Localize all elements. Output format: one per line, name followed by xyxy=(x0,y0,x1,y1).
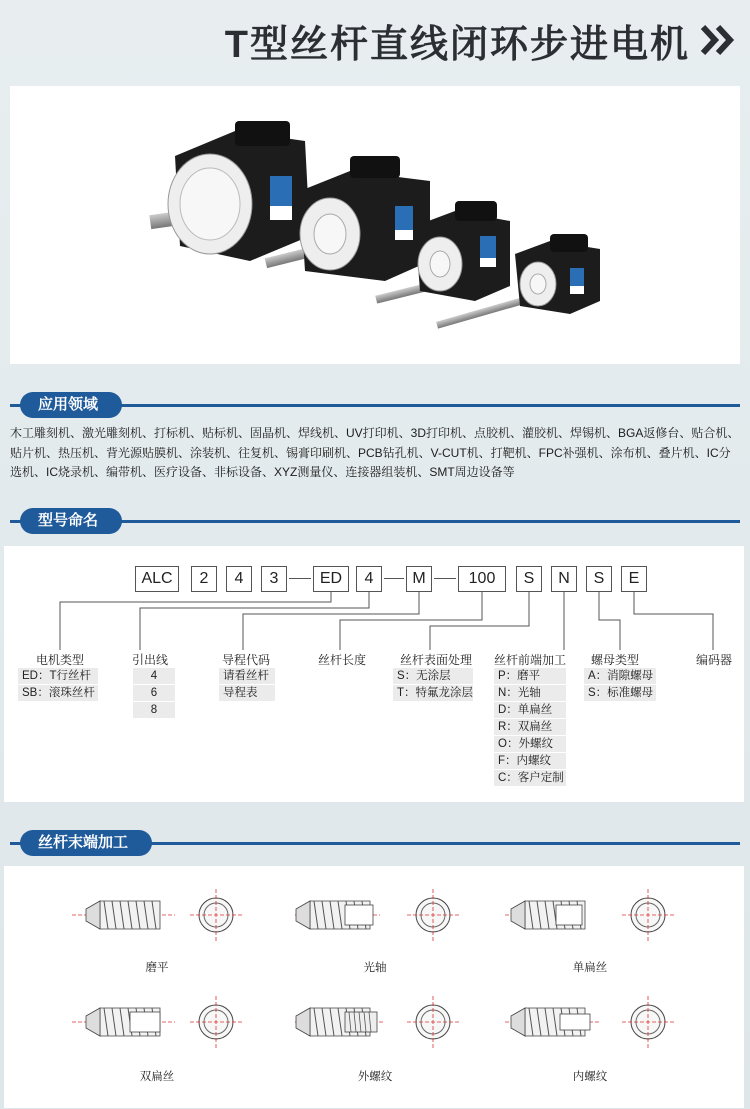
column-title-lead-wires: 引出线 xyxy=(132,653,169,667)
option-item: C：客户定制 xyxy=(494,770,566,786)
diagram-ground-flat xyxy=(72,889,242,941)
code-box-length: 100 xyxy=(458,566,506,592)
page-title: T型丝杆直线闭环步进电机 xyxy=(224,23,690,66)
code-box-series: ALC xyxy=(135,566,179,592)
code-box-frame: 3 xyxy=(261,566,287,592)
section-title: 丝杆末端加工 xyxy=(20,830,152,856)
option-item: 6 xyxy=(133,685,175,701)
option-item: R：双扁丝 xyxy=(494,719,566,735)
processing-label: 单扁丝 xyxy=(572,962,608,974)
option-item: F：内螺纹 xyxy=(494,753,566,769)
option-item: P：磨平 xyxy=(494,668,566,684)
column-title-front-end: 丝杆前端加工 xyxy=(494,653,567,667)
diagram-smooth-shaft xyxy=(295,889,459,941)
diagram-single-flat xyxy=(505,889,674,941)
option-item: A：消隙螺母 xyxy=(584,668,656,684)
processing-label: 外螺纹 xyxy=(357,1071,393,1083)
processing-label: 内螺纹 xyxy=(572,1071,608,1083)
processing-label: 磨平 xyxy=(145,962,169,974)
column-title-encoder: 编码器 xyxy=(696,653,733,667)
option-item: 导程表 xyxy=(219,685,275,701)
option-item: S：标准螺母 xyxy=(584,685,656,701)
code-box-front-end: N xyxy=(551,566,577,592)
processing-label: 双扁丝 xyxy=(139,1071,175,1083)
option-item: S：无涂层 xyxy=(393,668,473,684)
code-box-encoder: E xyxy=(621,566,647,592)
code-box-lead-wires: 4 xyxy=(356,566,382,592)
diagram-double-flat xyxy=(72,996,242,1048)
option-item: 8 xyxy=(133,702,175,718)
diagram-external-thread xyxy=(295,996,459,1048)
column-title-surface: 丝杆表面处理 xyxy=(400,653,473,667)
diagram-internal-thread xyxy=(505,996,674,1048)
option-item: 请看丝杆 xyxy=(219,668,275,684)
column-title-motor-type: 电机类型 xyxy=(36,653,85,667)
option-item: N：光轴 xyxy=(494,685,566,701)
code-box-motor-type: ED xyxy=(313,566,349,592)
applications-text: 木工雕刻机、激光雕刻机、打标机、贴标机、固晶机、焊线机、UV打印机、3D打印机、点胶机、灌胶机、焊锡机、BGA返修台、贴合机、贴片机、热压机、背光源贴膜机、涂装机、往复机、锡膏印刷机、PCB钻孔机、V-CUT机、打靶机、FPC补强机、涂布机、叠片机、IC分选机、IC烧录机、编带机、医疗设备、非标设备、XYZ测量仪、连接器组装机、SMT周边设备等 xyxy=(10,426,740,479)
option-item: D：单扁丝 xyxy=(494,702,566,718)
code-box-frame: 4 xyxy=(226,566,252,592)
code-box-nut: S xyxy=(586,566,612,592)
option-item: 4 xyxy=(133,668,175,684)
column-title-lead-code: 导程代码 xyxy=(222,653,271,667)
column-title-nut: 螺母类型 xyxy=(591,653,640,667)
option-item: SB：滚珠丝杆 xyxy=(18,685,98,701)
processing-label: 光轴 xyxy=(363,962,387,974)
option-item: ED：T行丝杆 xyxy=(18,668,98,684)
code-box-surface: S xyxy=(516,566,542,592)
section-title: 型号命名 xyxy=(20,508,122,534)
code-box-lead-code: M xyxy=(406,566,432,592)
option-item: O：外螺纹 xyxy=(494,736,566,752)
section-title: 应用领域 xyxy=(20,392,122,418)
column-title-length: 丝杆长度 xyxy=(318,653,367,667)
option-item: T：特氟龙涂层 xyxy=(393,685,473,701)
code-box-frame: 2 xyxy=(191,566,217,592)
